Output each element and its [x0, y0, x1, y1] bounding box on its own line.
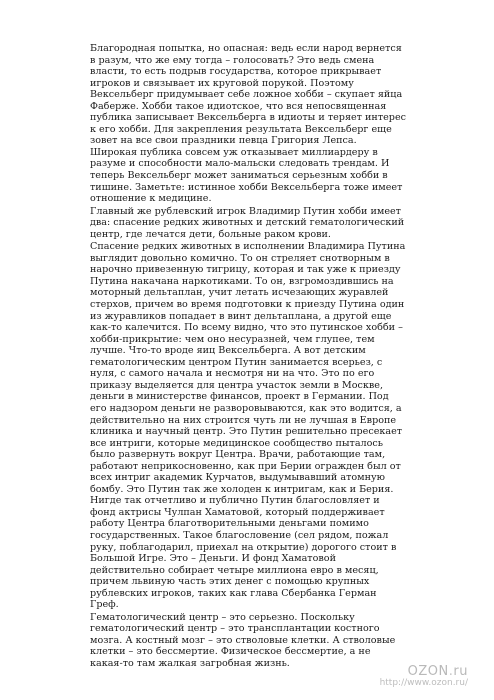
ozon-logo: OZON.ru: [407, 664, 468, 679]
paragraph-3: Спасение редких животных в исполнении Владимира Путина выглядит довольно комично. То он стреляет снотворным в нарочно привезенную тигрицу, которая и так уже к приезду Путина накачана наркотиками. То он, взгромоздившись на моторный дельтаплан, учит летать исчезающих журавлей стерхов, причем во время подготовки к приезду Путина один из журавликов попадает в винт дельтаплана, а другой еще как-то калечится. По всему видно, что это путинское хобби – хобби-прикрытие: чем оно несуразней, чем глупее, тем лучше. Что-то вроде яиц Вексельберга. А вот детским гематологическим центром Путин занимается всерьез, с нуля, с самого начала и несмотря ни на что. Это по его приказу выделяется для центра участок земли в Москве, деньги в министерстве финансов, проект в Германии. Под его надзором деньги не разворовываются, как это водится, а действительно на них строится чуть ли не лучшая в Европе клиника и научный центр. Это Путин решительно пресекает все интриги, которые медицинское сообщество пыталось было развернуть вокруг Центра. Врачи, работающие там, работают неприкосновенно, как при Берии огражден был от всех интриг академик Курчатов, выдумывавший атомную бомбу. Это Путин так же холоден к интригам, как и Берия. Нигде так отчетливо и публично Путин благословляет и фонд актрисы Чулпан Хаматовой, который поддерживает работу Центра благотворительными деньгами помимо государственных. Такое благословение (сел рядом, пожал руку, поблагодарил, приехал на открытие) дорогого стоит в Большой Игре. Это – Деньги. И фонд Хаматовой действительно собирает четыре миллиона евро в месяц, причем львиную часть этих денег с помощью крупных рублевских игроков, таких как глава Сбербанка Герман Греф.: [90, 241, 406, 611]
paragraph-4: Гематологический центр – это серьезно. Поскольку гематологический центр – это трансплантации костного мозга. А костный мозг – это стволовые клетки. А стволовые клетки – это бессмертие. Физическое бессмертие, а не какая-то там жалкая загробная жизнь.: [90, 611, 396, 669]
ozon-watermark: [380, 664, 468, 688]
ozon-url: http://www.ozon.ru/: [379, 678, 468, 688]
paragraph-1: Благородная попытка, но опасная: ведь если народ вернется в разум, что же ему тогда – голосовать? Это ведь смена власти, то есть подрыв государства, которое прикрывает игроков и связывает их круговой порукой. Поэтому Вексельберг придумывает себе ложное хобби – скупает яйца Фаберже. Хобби такое идиотское, что вся непосвященная публика записывает Вексельберга в идиоты и теряет интерес к его хобби. Для закрепления результата Вексельберг еще зовет на все свои праздники певца Григория Лепса. Широкая публика совсем уж отказывает миллиардеру в разуме и способности мало-мальски следовать трендам. И теперь Вексельберг может заниматься серьезным хобби в тишине. Заметьте: истинное хобби Вексельберга тоже имеет отношение к медицине.: [90, 43, 406, 205]
body-text: [90, 43, 406, 671]
paragraph-2: Главный же рублевский игрок Владимир Путин хобби имеет два: спасение редких животных и детский гематологический центр, где лечатся дети, больные раком крови.: [90, 205, 405, 240]
